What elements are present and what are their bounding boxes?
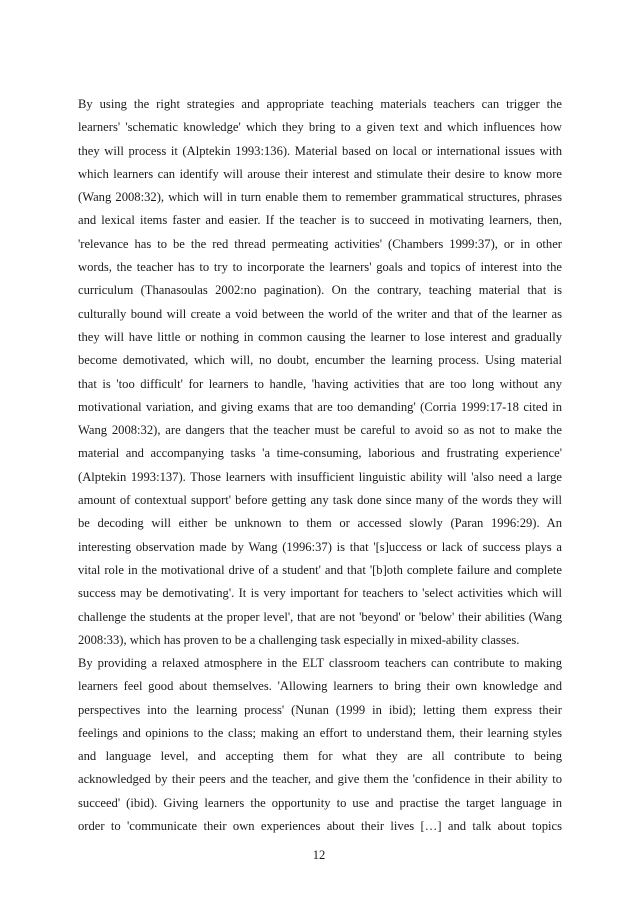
text-line: challenge the students at the proper level', that are not 'beyond' or 'below' their abilities (Wang — [78, 609, 562, 624]
text-line: words, the teacher has to try to incorporate the learners' goals and topics of interest into the — [78, 260, 562, 275]
text-line: By using the right strategies and appropriate teaching materials teachers can trigger the — [78, 97, 562, 111]
text-line: become demotivated, which will, no doubt, encumber the learning process. Using material — [78, 353, 562, 368]
paragraph — [78, 652, 562, 838]
paragraph — [78, 93, 562, 652]
text-line: that is 'too difficult' for learners to handle, 'having activities that are too long without any — [78, 376, 562, 391]
text-line: material and accompanying tasks 'a time-consuming, laborious and frustrating experience' — [78, 446, 562, 461]
text-line: learners' 'schematic knowledge' which they bring to a given text and which influences how — [78, 120, 562, 135]
text-line: feelings and opinions to the class; making an effort to understand them, their learning styles — [78, 725, 562, 740]
text-line: (Alptekin 1993:137). Those learners with insufficient linguistic ability will 'also need a large — [78, 469, 562, 484]
text-line: amount of contextual support' before getting any task done since many of the words they will — [78, 493, 562, 508]
text-line: culturally bound will create a void between the world of the writer and that of the learner as — [78, 306, 562, 321]
paragraph-text — [78, 93, 562, 652]
text-line: and lexical items faster and easier. If the teacher is to succeed in motivating learners, then, — [78, 213, 562, 228]
text-line: which learners can identify will arouse their interest and stimulate their desire to know more — [78, 166, 562, 181]
paragraph-text — [78, 652, 562, 838]
text-line: By providing a relaxed atmosphere in the ELT classroom teachers can contribute to making — [78, 656, 562, 670]
text-line: perspectives into the learning process' (Nunan (1999 in ibid); letting them express their — [78, 702, 562, 717]
text-line: vital role in the motivational drive of a student' and that '[b]oth complete failure and complete — [78, 562, 562, 577]
text-line: motivational variation, and giving exams that are too demanding' (Corria 1999:17-18 cited in — [78, 399, 562, 414]
text-line: success may be demotivating'. It is very important for teachers to 'select activities which will — [78, 586, 562, 601]
text-line: interesting observation made by Wang (1996:37) is that '[s]uccess or lack of success plays a — [78, 539, 562, 554]
text-line: curriculum (Thanasoulas 2002:no pagination). On the contrary, teaching material that is — [78, 283, 562, 298]
text-line: (Wang 2008:32), which will in turn enable them to remember grammatical structures, phrases — [78, 190, 562, 205]
text-line: 'relevance has to be the red thread permeating activities' (Chambers 1999:37), or in other — [78, 236, 562, 251]
page-number: 12 — [312, 848, 326, 862]
text-line: be decoding will either be unknown to them or accessed slowly (Paran 1996:29). An — [78, 516, 562, 531]
text-line: they will process it (Alptekin 1993:136). Material based on local or international issues with — [78, 143, 562, 158]
text-line: succeed' (ibid). Giving learners the opportunity to use and practise the target language in — [78, 795, 562, 810]
text-line: they will have little or nothing in common causing the learner to lose interest and gradually — [78, 329, 562, 344]
text-line: and language level, and accepting them for what they are all contribute to being — [78, 749, 562, 764]
text-line: Wang 2008:32), are dangers that the teacher must be careful to avoid so as not to make the — [78, 423, 562, 438]
text-line: acknowledged by their peers and the teacher, and give them the 'confidence in their ability to — [78, 772, 562, 787]
text-line: 2008:33), which has proven to be a challenging task especially in mixed-ability classes. — [78, 632, 520, 647]
text-line: order to 'communicate their own experiences about their lives […] and talk about topics — [78, 819, 562, 834]
text-line: learners feel good about themselves. 'Allowing learners to bring their own knowledge and — [78, 679, 562, 694]
